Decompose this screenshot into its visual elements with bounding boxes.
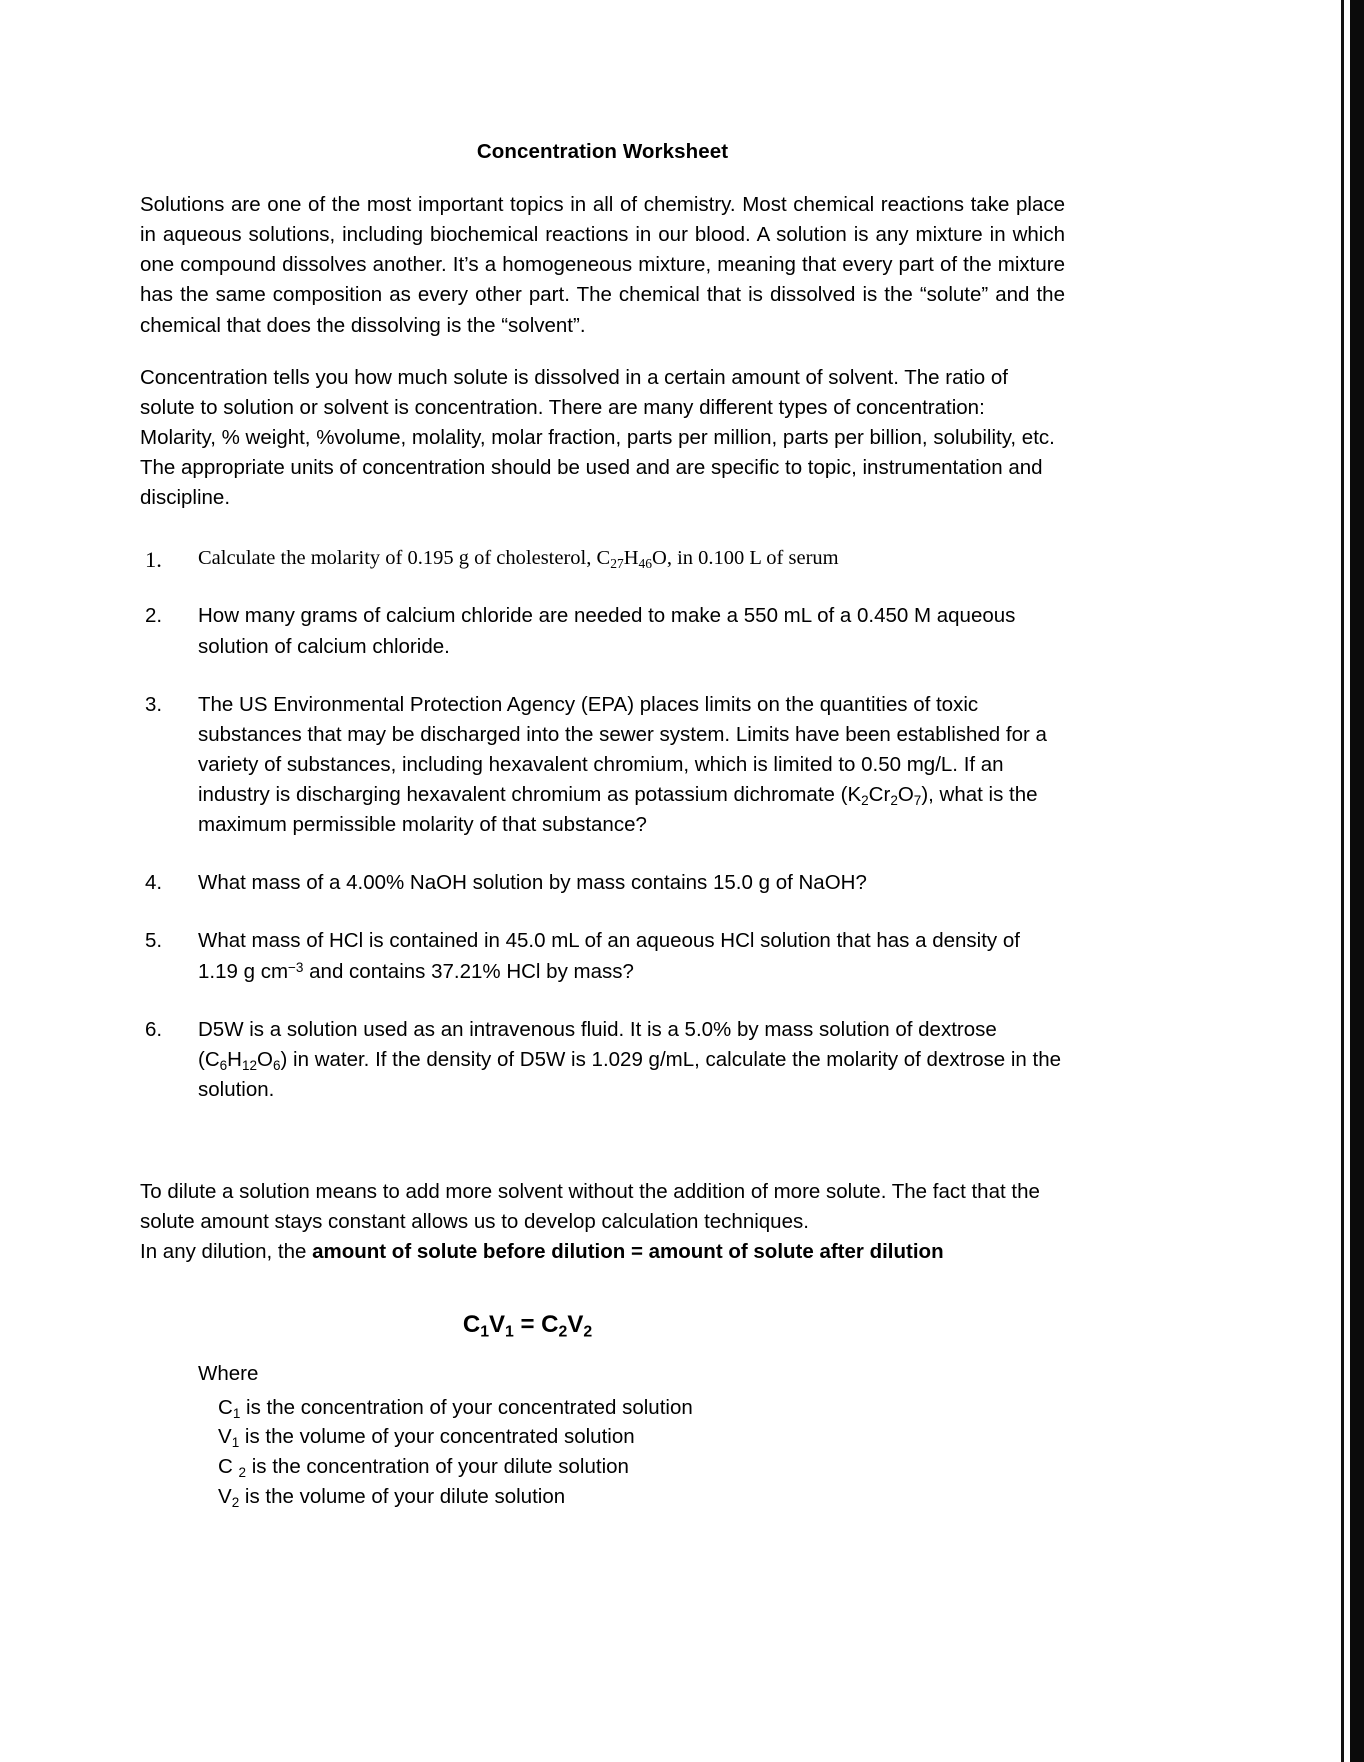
question-text: The US Environmental Protection Agency (EPA) places limits on the quantities of toxic substances that may be discharged into the sewer system. Limits have been established for a variety of substances, including hexavalent chromium, which is limited to 0.50 mg/L. If an industry is discharging hexavalent chromium as potassium dichromate $(K_2Cr_2O_7)$, what is the maximum permissible molarity of that substance? (198, 692, 1047, 837)
dilution-rule-prefix: In any dilution, the (140, 1240, 313, 1264)
page-edge-shadow (1350, 0, 1364, 1762)
question-number: 1. (145, 547, 162, 573)
variable-definitions (218, 1393, 1065, 1512)
dilution-intro: To dilute a solution means to add more solvent without the addition of more solute. The fact that the solute amount stays constant allows us to develop calculation techniques. (140, 1180, 1040, 1234)
page-title: Concentration Worksheet (476, 140, 729, 163)
question-number: 6. (145, 1017, 163, 1041)
intro-paragraph-2: Concentration tells you how much solute is dissolved in a certain amount of solvent. The ratio of solute to solution or solvent is concentration. There are many different types of concentration: Molarity, % weight, %volume, molality, molar fraction, parts per million, parts per billion, solubility, etc. The appropriate units of concentration should be used and are specific to topic, instrumentation and discipline. (140, 365, 1055, 510)
dilution-section (140, 1177, 1065, 1512)
document-body (140, 140, 1065, 1512)
question-item (140, 926, 1065, 986)
question-text: Calculate the molarity of 0.195 g of cholesterol, $C_{27}H_{46}O$, in 0.100 L of serum (198, 547, 839, 572)
dilution-formula: $C_1V_1 = C_2V_2$ (462, 1311, 593, 1341)
question-number: 2. (145, 604, 163, 628)
question-text: D5W is a solution used as an intravenous fluid. It is a 5.0% by mass solution of dextrose $(C_6H_{12}O_6)$ in water. If the density of D5W is 1.029 g/mL, calculate the molarity of dextrose in the solution. (198, 1017, 1062, 1101)
variable-definition: $V_2$ is the volume of your dilute solution (218, 1484, 566, 1510)
variable-definition: C $_2$ is the concentration of your dilute solution (218, 1455, 629, 1480)
question-number: 5. (145, 929, 163, 953)
where-label: Where (198, 1361, 259, 1385)
intro-paragraph-1: Solutions are one of the most important topics in all of chemistry. Most chemical reactions take place in aqueous solutions, including biochemical reactions in our blood. A solution is any mixture in which one compound dissolves another. It’s a homogeneous mixture, meaning that every part of the mixture has the same composition as every other part. The chemical that is dissolved is the “solute” and the chemical that does the dissolving is the “solvent”. (140, 193, 1065, 337)
variable-definition: $V_1$ is the volume of your concentrated solution (218, 1425, 635, 1451)
question-text: What mass of HCl is contained in 45.0 mL of an aqueous HCl solution that has a density of 1.19 g $cm^{-3}$ and contains 37.21% HCl by mass? (198, 929, 1020, 983)
question-item (140, 868, 1065, 898)
questions-list (140, 543, 1065, 1105)
question-item (140, 1015, 1065, 1105)
dilution-rule (140, 1237, 1065, 1267)
question-item (140, 543, 1065, 573)
question-item (140, 601, 1065, 661)
dilution-rule-bold: amount of solute before dilution = amount of solute after dilution (312, 1240, 944, 1264)
variable-definition: $C_1$ is the concentration of your concentrated solution (218, 1395, 693, 1421)
question-text: How many grams of calcium chloride are needed to make a 550 mL of a 0.450 M aqueous solution of calcium chloride. (198, 604, 1016, 658)
question-item (140, 690, 1065, 841)
question-text: What mass of a 4.00% NaOH solution by mass contains 15.0 g of NaOH? (198, 871, 867, 895)
question-number: 4. (145, 871, 163, 895)
question-number: 3. (145, 692, 163, 716)
